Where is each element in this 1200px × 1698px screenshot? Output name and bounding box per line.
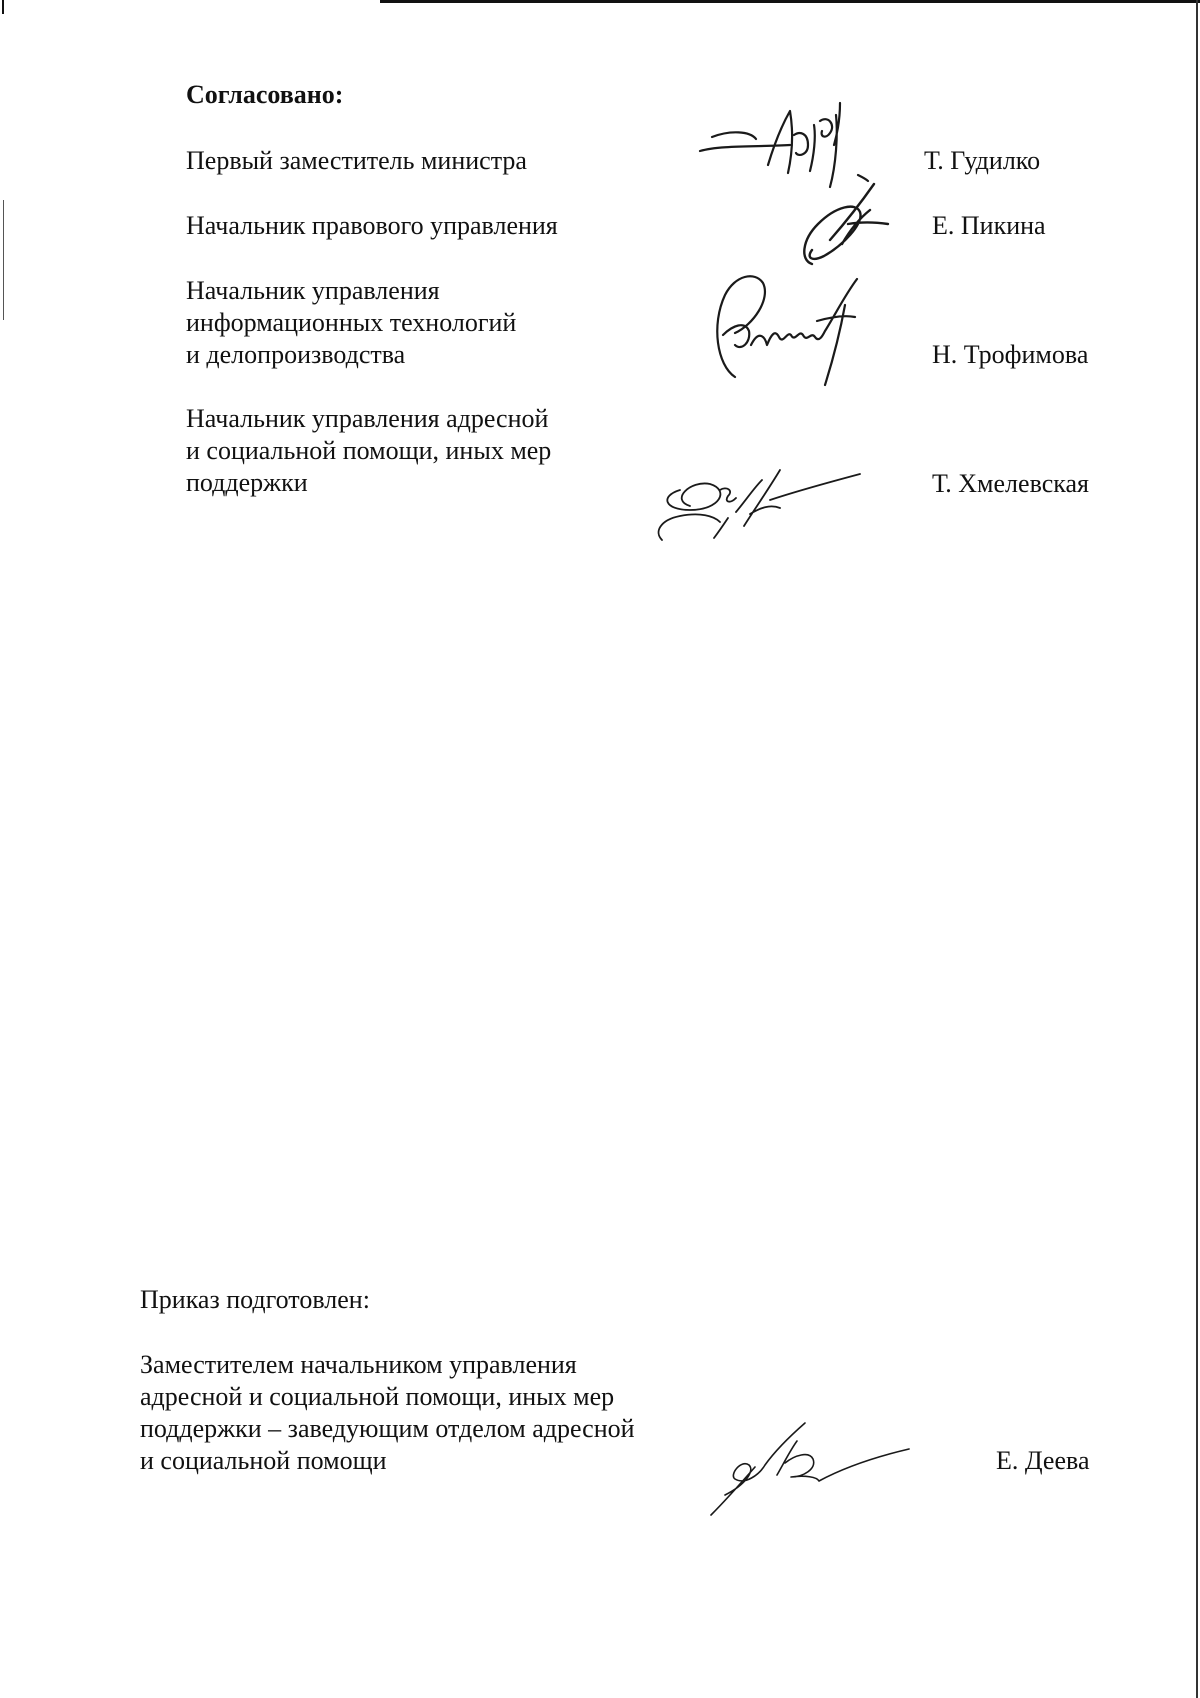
approval-name: Т. Хмелевская bbox=[932, 469, 1089, 498]
prepared-position: поддержки – заведующим отделом адресной bbox=[140, 1414, 635, 1443]
approval-position: Начальник управления bbox=[186, 276, 440, 305]
approval-name: Е. Пикина bbox=[932, 211, 1046, 240]
prepared-position: и социальной помощи bbox=[140, 1446, 387, 1475]
scan-edge-right bbox=[1196, 0, 1198, 1698]
approval-position: поддержки bbox=[186, 468, 308, 497]
approval-position: Начальник правового управления bbox=[186, 211, 558, 240]
approval-position: Первый заместитель министра bbox=[186, 146, 527, 175]
approval-position: и делопроизводства bbox=[186, 340, 406, 369]
approval-name: Т. Гудилко bbox=[924, 146, 1041, 175]
prepared-position: адресной и социальной помощи, иных мер bbox=[140, 1382, 615, 1411]
scan-edge-top-left bbox=[2, 0, 4, 14]
approval-position: Начальник управления адресной bbox=[186, 404, 549, 433]
prepared-name: Е. Деева bbox=[996, 1446, 1090, 1475]
prepared-position: Заместителем начальником управления bbox=[140, 1350, 577, 1379]
scan-edge-top bbox=[380, 0, 1200, 3]
scan-edge-left bbox=[3, 200, 4, 320]
signature-khmelevskaya bbox=[650, 450, 870, 550]
prepared-heading: Приказ подготовлен: bbox=[140, 1285, 370, 1314]
approval-position: и социальной помощи, иных мер bbox=[186, 436, 552, 465]
signature-trofimova bbox=[705, 265, 885, 395]
approval-name: Н. Трофимова bbox=[932, 340, 1089, 369]
signature-deeva bbox=[705, 1415, 915, 1525]
approval-heading: Согласовано: bbox=[186, 80, 344, 109]
approval-position: информационных технологий bbox=[186, 308, 517, 337]
